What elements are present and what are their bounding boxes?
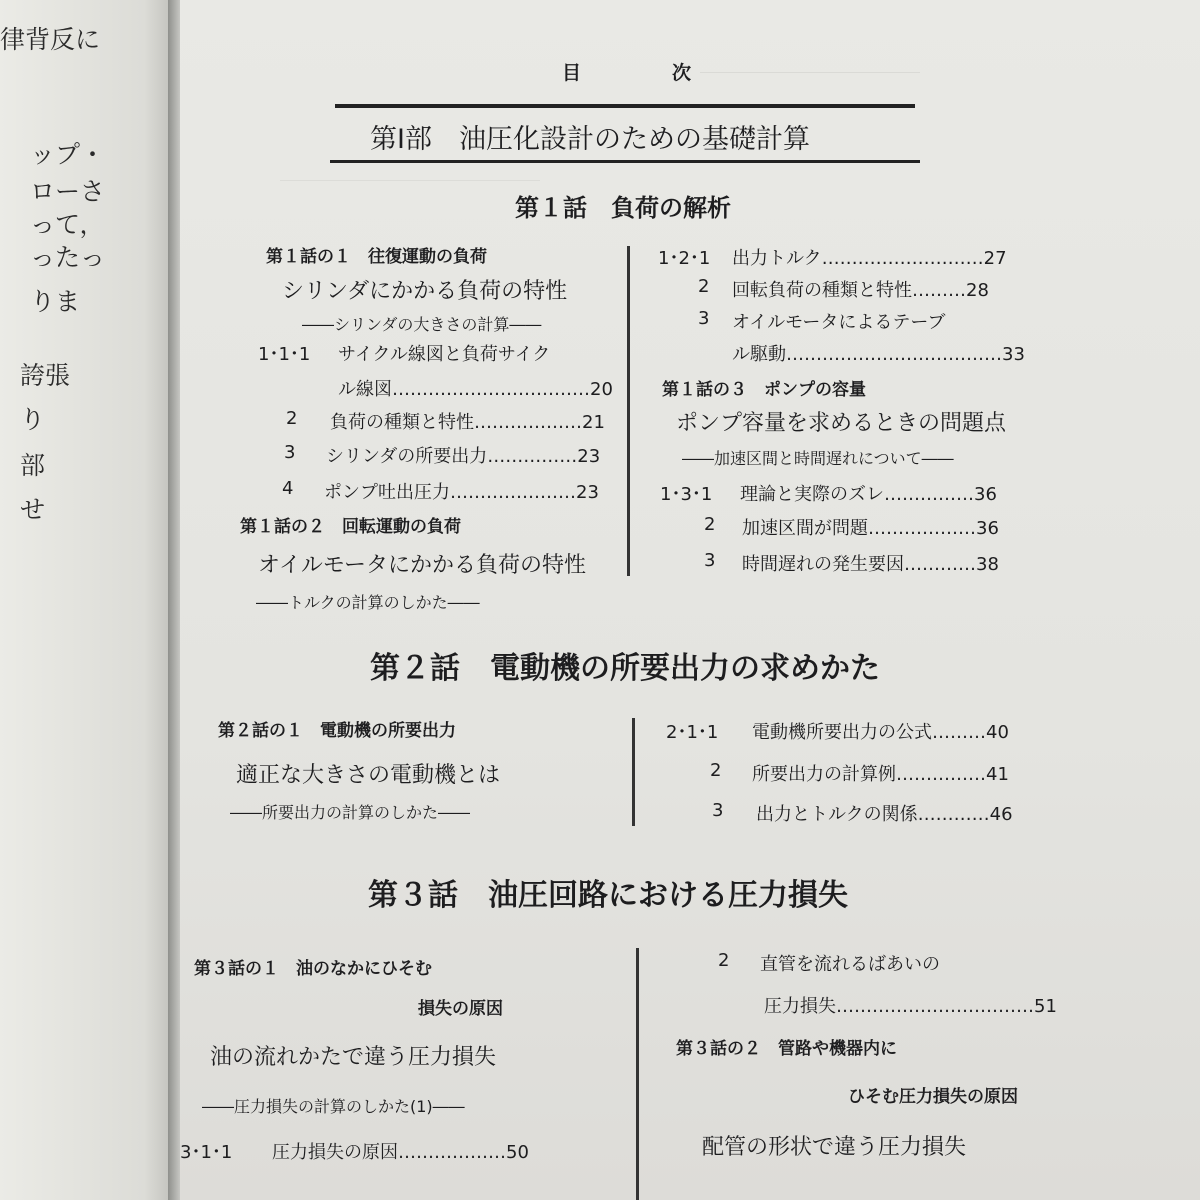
chapter3-section1-title: 油の流れかたで違う圧力損失 bbox=[210, 1045, 497, 1070]
toc-item-number: 2 bbox=[710, 760, 722, 781]
left-facing-page bbox=[0, 0, 170, 1200]
toc-item-number: 2 bbox=[718, 950, 730, 971]
toc-item-number: 2 bbox=[286, 408, 298, 429]
chapter3-title: 第３話 油圧回路における圧力損失 bbox=[368, 878, 848, 913]
toc-item-number: 1･3･1 bbox=[660, 484, 713, 505]
toc-title-char: 次 bbox=[672, 62, 692, 84]
chapter2-title: 第２話 電動機の所要出力の求めかた bbox=[370, 651, 880, 686]
chapter3-section1-heading-cont: 損失の原因 bbox=[418, 999, 503, 1019]
chapter1-section2-subtitle: ――トルクの計算のしかた―― bbox=[256, 593, 480, 612]
toc-item-number: 2･1･1 bbox=[666, 722, 719, 743]
toc-item-text: 時間遅れの発生要因…………38 bbox=[742, 554, 999, 575]
chapter2-section1-subtitle: ――所要出力の計算のしかた―― bbox=[230, 803, 471, 822]
column-divider bbox=[632, 718, 635, 826]
toc-item-text: 負荷の種類と特性………………21 bbox=[330, 412, 605, 433]
left-page-fragment: ローさ bbox=[30, 177, 106, 206]
toc-item-number: 3 bbox=[704, 550, 716, 571]
chapter3-section2-title: 配管の形状で違う圧力損失 bbox=[702, 1135, 967, 1160]
chapter1-title: 第１話 負荷の解析 bbox=[515, 194, 731, 222]
chapter1-section3-heading: 第１話の３ ポンプの容量 bbox=[662, 380, 866, 400]
chapter3-section1-subtitle: ――圧力損失の計算のしかた(1)―― bbox=[202, 1097, 465, 1116]
show-through bbox=[280, 180, 540, 181]
left-page-fragment: ップ・ bbox=[30, 140, 106, 169]
toc-item-number: 2 bbox=[704, 514, 716, 535]
left-page-fragment: 誇張 bbox=[20, 361, 71, 390]
toc-item-text: オイルモータによるテーブ bbox=[732, 312, 946, 333]
toc-item-text: 電動機所要出力の公式………40 bbox=[752, 722, 1009, 743]
chapter1-section2-title: オイルモータにかかる負荷の特性 bbox=[258, 553, 587, 578]
toc-page bbox=[180, 0, 1200, 1200]
toc-item-text: サイクル線図と負荷サイク bbox=[338, 344, 551, 365]
chapter3-section2-heading: 第３話の２ 管路や機器内に bbox=[676, 1039, 897, 1059]
toc-item-number: 3 bbox=[712, 800, 724, 821]
left-page-fragment: って， bbox=[30, 210, 105, 239]
left-page-fragment: ったっ bbox=[30, 243, 106, 272]
part-title-top-rule bbox=[335, 104, 915, 108]
toc-item-text: ル駆動………………………………33 bbox=[732, 344, 1025, 365]
toc-item-text: 理論と実際のズレ……………36 bbox=[740, 484, 997, 505]
part-title-bottom-rule bbox=[330, 160, 920, 163]
chapter3-section1-heading: 第３話の１ 油のなかにひそむ bbox=[194, 959, 432, 979]
left-page-fragment: りま bbox=[30, 287, 81, 316]
toc-item-text: 直管を流れるばあいの bbox=[760, 954, 940, 975]
column-divider bbox=[627, 246, 630, 576]
left-page-fragment: 律背反に bbox=[0, 25, 101, 54]
toc-item-number: 3･1･1 bbox=[180, 1142, 233, 1163]
toc-title-char: 目 bbox=[562, 62, 582, 84]
toc-item-text: 圧力損失の原因………………50 bbox=[272, 1142, 529, 1163]
toc-item-text: 出力とトルクの関係…………46 bbox=[756, 804, 1013, 825]
toc-item-number: 3 bbox=[698, 308, 710, 329]
left-page-fragment: り bbox=[20, 405, 46, 434]
show-through bbox=[700, 72, 920, 73]
chapter1-section1-subtitle: ――シリンダの大きさの計算―― bbox=[302, 315, 542, 334]
toc-item-text: ポンプ吐出圧力…………………23 bbox=[324, 482, 599, 503]
toc-item-number: 1･2･1 bbox=[658, 248, 711, 269]
chapter1-section3-title: ポンプ容量を求めるときの問題点 bbox=[676, 411, 1007, 436]
part-title: 第Ⅰ部 油圧化設計のための基礎計算 bbox=[370, 124, 810, 155]
toc-item-number: 4 bbox=[282, 478, 294, 499]
chapter1-section3-subtitle: ――加速区間と時間遅れについて―― bbox=[682, 449, 954, 468]
toc-item-text: 加速区間が問題………………36 bbox=[742, 518, 999, 539]
toc-item-text: シリンダの所要出力……………23 bbox=[326, 446, 601, 467]
chapter2-section1-title: 適正な大きさの電動機とは bbox=[236, 763, 501, 788]
chapter2-section1-heading: 第２話の１ 電動機の所要出力 bbox=[218, 721, 456, 741]
chapter1-section1-heading: 第１話の１ 往復運動の負荷 bbox=[266, 247, 487, 267]
left-page-fragment: 部 bbox=[20, 451, 46, 480]
toc-item-text: 回転負荷の種類と特性………28 bbox=[732, 280, 989, 301]
toc-item-number: 3 bbox=[284, 442, 296, 463]
toc-item-number: 1･1･1 bbox=[258, 344, 311, 365]
column-divider bbox=[636, 948, 639, 1200]
toc-item-text: ル線図……………………………20 bbox=[338, 379, 613, 400]
toc-item-text: 圧力損失……………………………51 bbox=[764, 996, 1057, 1017]
chapter1-section2-heading: 第１話の２ 回転運動の負荷 bbox=[240, 517, 461, 537]
toc-item-text: 所要出力の計算例……………41 bbox=[752, 764, 1009, 785]
left-page-fragment: せ bbox=[20, 495, 46, 524]
toc-item-number: 2 bbox=[698, 276, 710, 297]
chapter3-section2-heading-cont: ひそむ圧力損失の原因 bbox=[848, 1087, 1018, 1107]
chapter1-section1-title: シリンダにかかる負荷の特性 bbox=[282, 279, 568, 304]
toc-item-text: 出力トルク………………………27 bbox=[732, 248, 1007, 269]
